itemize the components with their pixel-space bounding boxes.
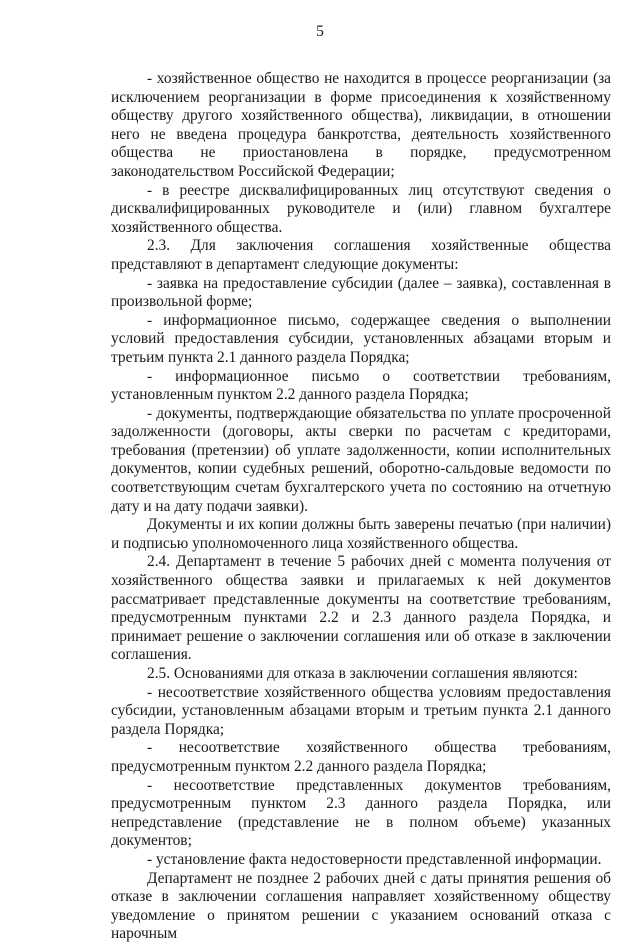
paragraph: - документы, подтверждающие обязательства по уплате просроченной задолженности (договоры, акты сверки по расчетам с кредиторами, требования (претензии) об уплате задолженности, копии исполнительных документов, копии судебных решений, оборотно-сальдовые ведомости по соответствующим счетам бухгалтерского учета по состоянию на отчетную дату и на дату подачи заявки). [111, 404, 611, 515]
paragraph: - информационное письмо, содержащее сведения о выполнении условий предоставления субсидии, установленных абзацами вторым и третьим пункта 2.1 данного раздела Порядка; [111, 311, 611, 366]
paragraph: - установление факта недостоверности представленной информации. [147, 850, 602, 868]
paragraph: - хозяйственное общество не находится в процессе реорганизации (за исключением реорганизации в форме присоединения к хозяйственному обществу другого хозяйственного общества), ликвидации, в отношении него не введена процедура банкротства, деятельность хозяйственного общества не приостановлена в порядке, предусмотренном законодательством Российской Федерации; [111, 70, 611, 180]
paragraph: - несоответствие хозяйственного общества требованиям, предусмотренным пунктом 2.2 данного раздела Порядка; [111, 739, 611, 775]
paragraph: - несоответствие представленных документов требованиям, предусмотренным пунктом 2.3 данного раздела Порядка, или непредставление (представление не в полном объеме) указанных документов; [111, 776, 611, 850]
paragraph: 2.5. Основаниями для отказа в заключении соглашения являются: [147, 665, 578, 682]
paragraph: - заявка на предоставление субсидии (далее – заявка), составленная в произвольной форме; [111, 274, 611, 311]
paragraph: - информационное письмо о соответствии требованиям, установленным пунктом 2.2 данного раздела Порядка; [111, 367, 611, 404]
document-body [111, 70, 611, 944]
paragraph: Документы и их копии должны быть заверены печатью (при наличии) и подписью уполномоченного лица хозяйственного общества. [111, 516, 611, 552]
paragraph: 2.3. Для заключения соглашения хозяйственные общества представляют в департамент следующие документы: [111, 237, 611, 273]
paragraph: - в реестре дисквалифицированных лиц отсутствуют сведения о дисквалифицированных руководителе и (или) главном бухгалтере хозяйственного общества. [111, 181, 611, 236]
paragraph: - несоответствие хозяйственного общества условиям предоставления субсидии, установленным абзацами вторым и третьим пункта 2.1 данного раздела Порядка; [111, 683, 611, 738]
paragraph: 2.4. Департамент в течение 5 рабочих дней с момента получения от хозяйственного общества заявки и прилагаемых к ней документов рассматривает представленные документы на соответствие требованиям, предусмотренным пунктами 2.2 и 2.3 данного раздела Порядка, и принимает решение о заключении соглашения или об отказе в заключении соглашения. [111, 553, 611, 664]
page-number: 5 [316, 23, 324, 40]
paragraph: Департамент не позднее 2 рабочих дней с даты принятия решения об отказе в заключении соглашения направляет хозяйственному обществу уведомление о принятом решении с указанием оснований отказа с нарочным [111, 869, 611, 943]
